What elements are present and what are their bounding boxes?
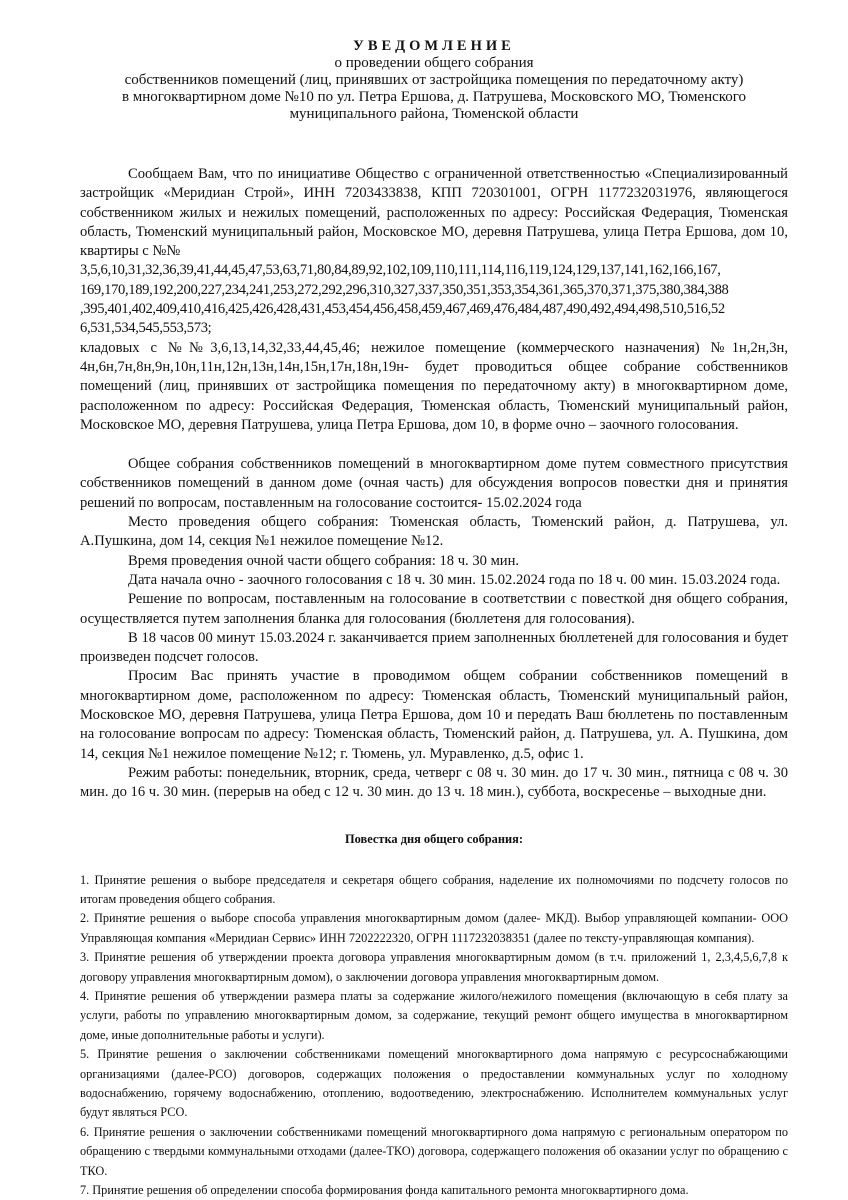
document-title: УВЕДОМЛЕНИЕ	[353, 38, 515, 54]
agenda-item: 4. Принятие решения об утверждении размера платы за содержание жилого/нежилого помещения (включающую в себя плату за услуги, работы по управлению многоквартирным домом, за содержание, текущий ремонт общего имущества в многоквартирном доме, иные дополнительные работы и услуги).	[80, 988, 788, 1042]
agenda-item: 3. Принятие решения об утверждении проекта договора управления многоквартирным домом (в т.ч. приложений 1, 2,3,4,5,6,7,8 к договору управления многоквартирным домом), о заключении договора управления многоквартирным домом.	[80, 950, 788, 984]
intro-paragraph: Сообщаем Вам, что по инициативе Общество с ограниченной ответственностью «Специализированный застройщик «Меридиан Строй», ИНН 7203433838, КПП 720301001, ОГРН 1177232031976, являющегося собственником жилых и нежилых помещений, расположенных по адресу: Российская Федерация, Тюменская область, Тюменский муниципальный район, Московское МО, деревня Патрушева, улица Петра Ершова, дом 10, квартиры с №№	[80, 166, 788, 260]
meeting-paragraph: Общее собрания собственников помещений в многоквартирном доме путем совместного присутствия собственников помещений в данном доме (очная часть) для обсуждения вопросов повестки дня и принятия решений по вопросам, поставленным на голосование состоится- 15.02.2024 года	[80, 456, 788, 511]
intro-continuation: кладовых с №№3,6,13,14,32,33,44,45,46; нежилое помещение (коммерческого назначения) №1н,2н,3н, 4н,6н,7н,8н,9н,10н,11н,12н,13н,14н,15н,17н,18н,19н- будет проводиться общее собрание собственников помещений (лиц, принявших от застройщика помещения по передаточному акту) в многоквартирном доме, расположенном по адресу: Российская Федерация, Тюменская область, Тюменский муниципальный район, Московское МО, деревня Патрушева, улица Петра Ершова, дом 10, в форме очно – заочного голосования.	[80, 339, 788, 433]
notice-body	[80, 165, 788, 803]
dates-paragraph: Дата начала очно - заочного голосования с 18 ч. 30 мин. 15.02.2024 года по 18 ч. 00 мин. 15.03.2024 года.	[128, 571, 781, 588]
request-paragraph: Просим Вас принять участие в проводимом общем собрании собственников помещений в многоквартирном доме, расположенном по адресу: Тюменская область, Тюменский муниципальный район, Московское МО, деревня Патрушева, улица Петра Ершова, дом 10 и передать Ваш бюллетень по поставленным на голосование вопросам по адресу: Тюменская область, Тюменский район, д. Патрушева, ул. А. Пушкина, дом 14, секция №1 нежилое помещение №12; г. Тюмень, ул. Муравленко, д.5, офис 1.	[80, 668, 788, 762]
document-header	[80, 38, 788, 123]
header-line: в многоквартирном доме №10 по ул. Петра Ершова, д. Патрушева, Московского МО, Тюменского	[121, 89, 747, 105]
decision-paragraph: Решение по вопросам, поставленным на голосование в соответствии с повесткой дня общего собрания, осуществляется путем заполнения бланка для голосования (бюллетеня для голосования).	[80, 591, 788, 627]
header-line: муниципального района, Тюменской области	[289, 106, 579, 122]
hours-paragraph: Режим работы: понедельник, вторник, среда, четверг с 08 ч. 30 мин. до 17 ч. 30 мин., пятница с 08 ч. 30 мин. до 16 ч. 30 мин. (перерыв на обед с 12 ч. 30 мин. до 13 ч. 18 мин.), суббота, воскресенье – выходные дни.	[80, 764, 788, 801]
time-paragraph: Время проведения очной части общего собрания: 18 ч. 30 мин.	[128, 552, 520, 569]
header-line: собственников помещений (лиц, принявших от застройщика помещения по передаточному акту)	[124, 72, 744, 88]
agenda-list	[80, 871, 788, 1200]
agenda-item: 1. Принятие решения о выборе председателя и секретаря общего собрания, наделение их полномочиями по подсчету голосов по итогам проведения общего собрания.	[80, 872, 788, 906]
agenda-item: 5. Принятие решения о заключении собственниками помещений многоквартирного дома напрямую с ресурсоснабжающими организациями (далее-РСО) договоров, содержащих положения о предоставлении коммунальных услуг по холодному водоснабжению, горячему водоснабжению, отоплению, водоотведению, электроснабжению. Исполнителем коммунальных услуг будут являться РСО.	[80, 1047, 788, 1120]
deadline-paragraph: В 18 часов 00 минут 15.03.2024 г. заканчивается прием заполненных бюллетеней для голосования и будет произведен подсчет голосов.	[80, 629, 788, 666]
agenda-title: Повестка дня общего собрания:	[345, 831, 523, 846]
document-page	[80, 38, 788, 1200]
agenda-item: 6. Принятие решения о заключении собственниками помещений многоквартирного дома напрямую с региональным оператором по обращению с твердыми коммунальными отходами (далее-ТКО) договора, содержащего положения об оказании услуг по обращению с ТКО.	[80, 1124, 788, 1178]
place-paragraph: Место проведения общего собрания: Тюменская область, Тюменский район, д. Патрушева, ул. А.Пушкина, дом 14, секция №1 нежилое помещение №12.	[80, 514, 788, 550]
header-line: о проведении общего собрания	[334, 55, 534, 71]
agenda-item: 2. Принятие решения о выборе способа управления многоквартирным домом (далее- МКД). Выбор управляющей компании- ООО Управляющая компания «Меридиан Сервис» ИНН 7202222320, ОГРН 1117232038351 (далее по тексту-управляющая компания).	[80, 911, 788, 945]
agenda-item: 7. Принятие решения об определении способа формирования фонда капитального ремонта многоквартирного дома.	[80, 1183, 689, 1197]
apartment-numbers: 3,5,6,10,31,32,36,39,41,44,45,47,53,63,71,80,84,89,92,102,109,110,111,114,116,119,124,129,137,141,162,166,167, 169,170,189,192,200,227,234,241,253,272,292,296,310,327,337,350,351,353,354,361,365,370,371,375,380,384,388 ,395,401,402,409,410,416,425,426,428,431,453,454,456,458,459,467,469,476,484,487,490,492,494,498,510,516,52 6,531,534,545,553,573;	[80, 262, 729, 337]
